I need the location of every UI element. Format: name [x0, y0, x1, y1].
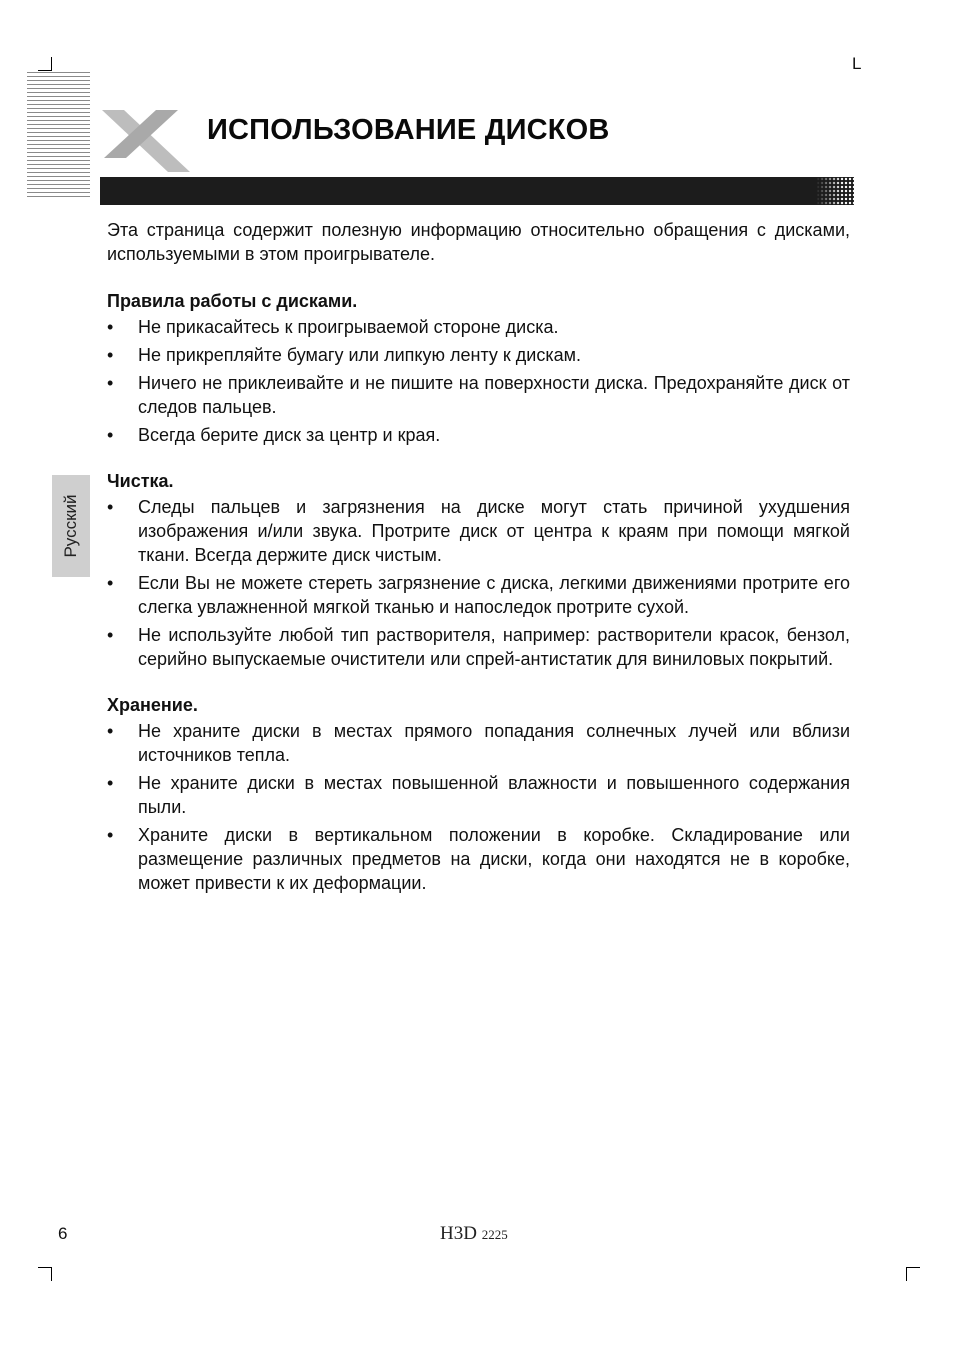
- crop-mark-bottom-left: [51, 1267, 52, 1281]
- crop-mark-bottom-right: [906, 1267, 907, 1281]
- section-heading-storage: Хранение.: [107, 695, 198, 715]
- list-item: • Ничего не приклеивайте и не пишите на поверхности диска. Предохраняйте диск от следов пальцев.: [107, 371, 850, 419]
- cleaning-list: [107, 495, 850, 671]
- crop-mark-top-left: [51, 57, 52, 71]
- rules-list: [107, 315, 850, 447]
- model-number: 2225: [481, 1227, 508, 1242]
- main-content: [107, 218, 850, 917]
- list-item: • Не прикасайтесь к проигрываемой стороне диска.: [107, 315, 850, 339]
- list-item: • Если Вы не можете стереть загрязнение с диска, легкими движениями протрите его слегка увлажненной мягкой тканью и напоследок протрите сухой.: [107, 571, 850, 619]
- model-label: [440, 1223, 508, 1245]
- list-item: • Не храните диски в местах прямого попадания солнечных лучей или вблизи источников тепла.: [107, 719, 850, 767]
- crop-mark-bottom-right: [906, 1267, 920, 1268]
- model-name: H3D: [440, 1223, 477, 1244]
- list-item: • Храните диски в вертикальном положении в коробке. Складирование или размещение различных предметов на диски, когда они находятся не в коробке, может привести к их деформации.: [107, 823, 850, 895]
- page-title: ИСПОЛЬЗОВАНИЕ ДИСКОВ: [207, 114, 610, 146]
- brand-logo: [96, 106, 196, 176]
- language-tab: [52, 475, 90, 577]
- intro-paragraph: Эта страница содержит полезную информацию относительно обращения с дисками, используемыми в этом проигрывателе.: [107, 220, 850, 264]
- title-bar-dot-pattern: [816, 177, 854, 205]
- section-heading-cleaning: Чистка.: [107, 471, 174, 491]
- title-bar: [100, 177, 854, 205]
- page-number: 6: [58, 1224, 68, 1243]
- section-heading-rules: Правила работы с дисками.: [107, 291, 358, 311]
- list-item: • Следы пальцев и загрязнения на диске могут стать причиной ухудшения изображения и/или звука. Протрите диск от центра к краям при помощи мягкой ткани. Всегда держите диск чистым.: [107, 495, 850, 567]
- crop-mark-top-left: [38, 70, 52, 71]
- header-stripes: [27, 72, 90, 200]
- list-item: • Не храните диски в местах повышенной влажности и повышенного содержания пыли.: [107, 771, 850, 819]
- list-item: • Всегда берите диск за центр и края.: [107, 423, 850, 447]
- storage-list: [107, 719, 850, 895]
- crop-mark-bottom-left: [38, 1267, 52, 1268]
- list-item: • Не прикрепляйте бумагу или липкую ленту к дискам.: [107, 343, 850, 367]
- crop-mark-top-right: L: [852, 54, 862, 73]
- list-item: • Не используйте любой тип растворителя, например: растворители красок, бензол, серийно выпускаемые очистители или спрей-антистатик для виниловых покрытий.: [107, 623, 850, 671]
- language-tab-label: Русский: [61, 494, 80, 558]
